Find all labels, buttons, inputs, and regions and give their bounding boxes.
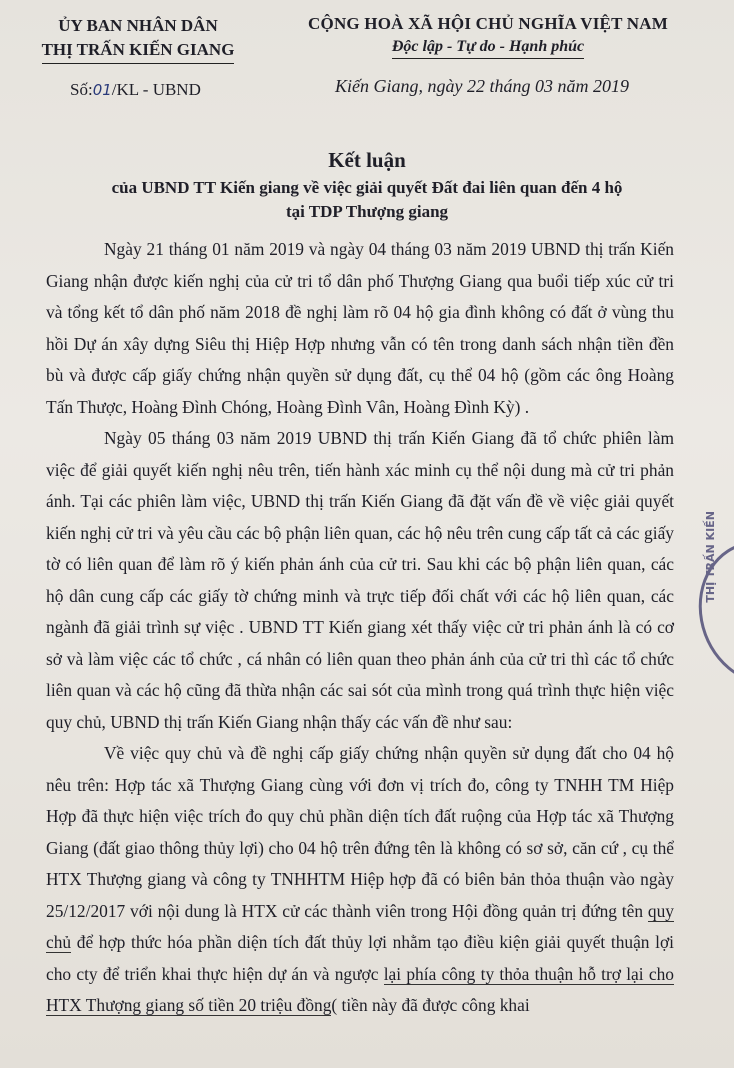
paragraph-3: [46, 738, 674, 1022]
doc-number-suffix: /KL - UBND: [111, 80, 201, 99]
official-seal: [679, 511, 734, 703]
paragraph-3-underline-2: lại phía công ty thỏa thuận hỗ trợ lại cho HTX Thượng giang số tiền 20 triệu đồng: [46, 963, 674, 1015]
paragraph-3-part-a: Về việc quy chủ và đề nghị cấp giấy chứng nhận quyền sử dụng đất cho 04 hộ nêu trên: Hợp tác xã Thượng Giang cùng với đơn vị trích đo, công ty TNHH TM Hiệp Hợp đã thực hiện việc trích đo quy chủ phần diện tích đất ruộng của Hợp tác xã Thượng Giang (đất giao thông thủy lợi) cho 04 hộ trên đứng tên là không có sơ sở, căn cứ , cụ thể HTX Thượng giang và công ty TNHHTM Hiệp hợp đã có biên bản thỏa thuận vào ngày 25/12/2017 với nội dung là HTX cử các thành viên trong Hội đồng quản trị đứng tên: [46, 743, 674, 921]
document-title: Kết luận: [328, 148, 406, 172]
paragraph-3-underline-1: quy chủ: [46, 900, 674, 952]
paragraph-1: Ngày 21 tháng 01 năm 2019 và ngày 04 tháng 03 năm 2019 UBND thị trấn Kiến Giang nhận được kiến nghị của cử tri tổ dân phố Thượng Giang qua buổi tiếp xúc cử tri và tổng kết tổ dân phố năm 2018 đề nghị làm rõ 04 hộ gia đình không có đất ở vùng thu hồi Dự án xây dựng Siêu thị Hiệp Hợp nhưng vẫn có tên trong danh sách nhận tiền đền bù và được cấp giấy chứng nhận quyền sử dụng đất, cụ thể 04 hộ (gồm các ông Hoàng Tấn Thược, Hoàng Đình Chóng, Hoàng Đình Vân, Hoàng Đình Kỳ) .: [46, 239, 674, 417]
national-motto: Độc lập - Tự do - Hạnh phúc: [392, 36, 584, 59]
paragraph-2: Ngày 05 tháng 03 năm 2019 UBND thị trấn Kiến Giang đã tổ chức phiên làm việc để giải quyết kiến nghị nêu trên, tiến hành xác minh cụ thể nội dung mà cử tri phản ánh. Tại các phiên làm việc, UBND thị trấn Kiến Giang đã đặt vấn đề về việc giải quyết kiến nghị cử tri và yêu cầu các bộ phận liên quan, các hộ nêu trên cung cấp tất cả các giấy tờ có liên quan để làm rõ ý kiến phản ánh của cử tri. Sau khi các bộ phận liên quan, các hộ dân cung cấp các giấy tờ chứng minh và trực tiếp đối chất với các hộ liên quan, các ngành đã giải trình sự việc . UBND TT Kiến giang xét thấy việc cử tri phản ánh là có cơ sở và làm việc các tổ chức , cá nhân có liên quan theo phản ánh của cử tri thì các tổ chức liên quan và các hộ cũng đã thừa nhận các sai sót của mình trong quá trình thực hiện việc quy chủ, UBND thị trấn Kiến Giang nhận thấy các vấn đề như sau:: [46, 428, 674, 732]
issuer-line-1: ỦY BAN NHÂN DÂN: [58, 16, 218, 35]
doc-number-prefix: Số:: [70, 80, 93, 99]
national-header: [268, 12, 708, 59]
national-title: CỘNG HOÀ XÃ HỘI CHỦ NGHĨA VIỆT NAM: [308, 14, 668, 33]
subtitle-line-2: tại TDP Thượng giang: [285, 202, 449, 221]
paragraph-3-part-b: để hợp thức hóa phần diện tích đất thủy lợi nhằm tạo điều kiện giải quyết thuận lợi cho cty để triển khai thực hiện dự án và ngược: [46, 932, 674, 984]
place-date: Kiến Giang, ngày 22 tháng 03 năm 2019: [335, 76, 629, 96]
paragraph-3-part-c: ( tiền này đã được công khai: [331, 995, 530, 1015]
doc-number-handwritten: 01: [92, 81, 112, 99]
issuer-header: [18, 14, 258, 64]
document-subtitle: [0, 176, 734, 224]
seal-text: THỊ TRẤN KIẾN: [703, 511, 717, 603]
document-number: [70, 80, 201, 100]
document-body: [46, 234, 674, 1022]
issuer-line-2: THỊ TRẤN KIẾN GIANG: [42, 38, 235, 64]
subtitle-line-1: của UBND TT Kiến giang về việc giải quyết Đất đai liên quan đến 4 hộ: [111, 178, 623, 197]
